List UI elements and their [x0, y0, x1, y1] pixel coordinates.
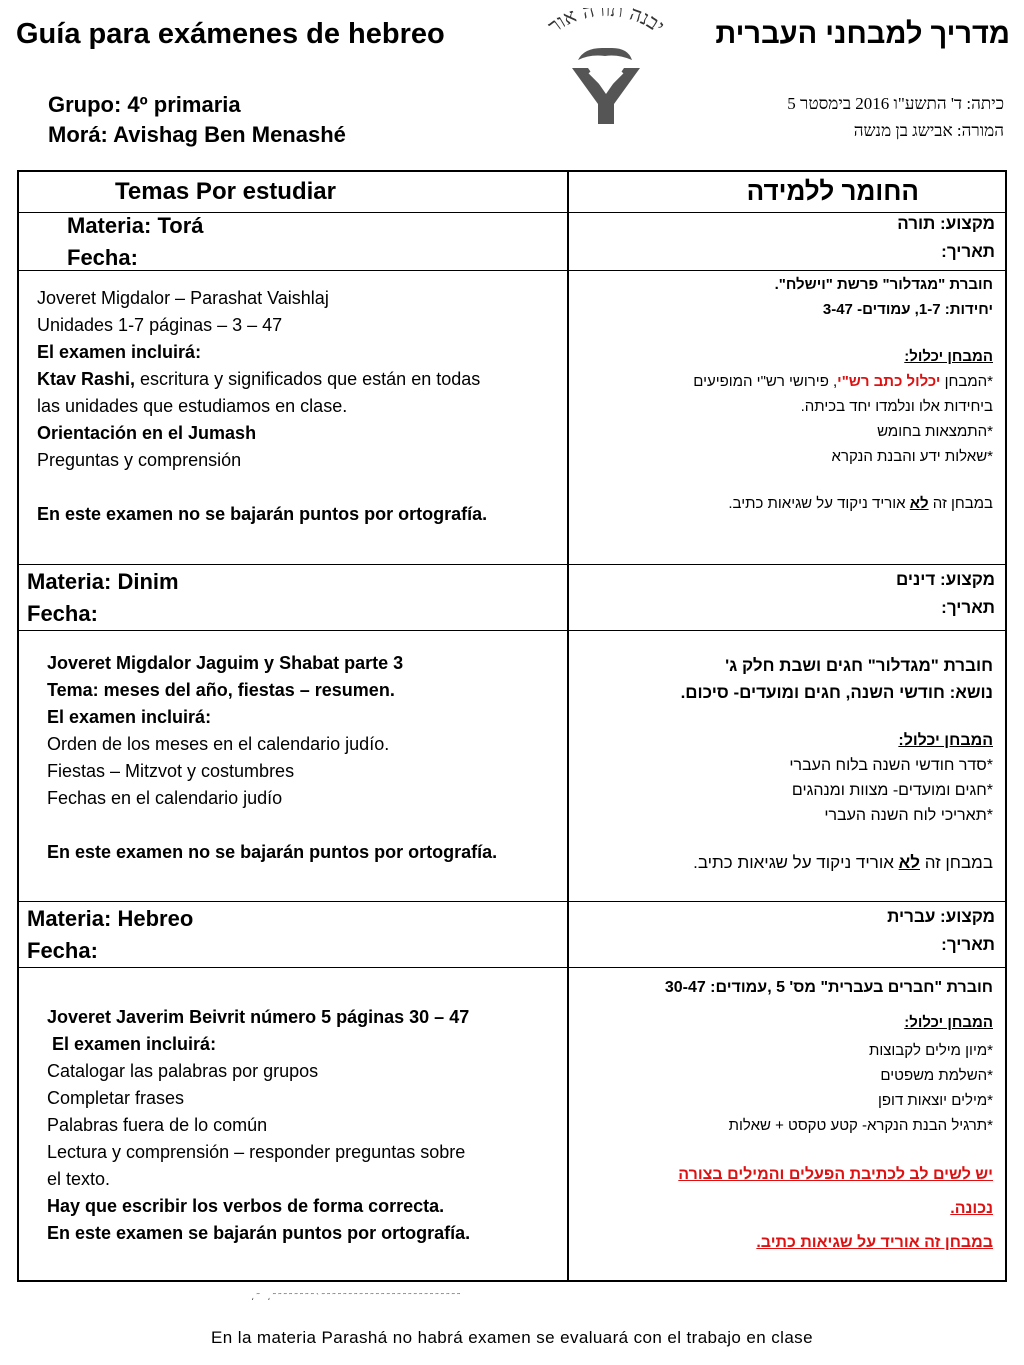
date-label: Fecha:	[27, 601, 98, 626]
content-line: Tema: meses del año, fiestas – resumen.	[47, 680, 395, 700]
content-line: las unidades que estudiamos en clase.	[37, 396, 348, 416]
date-label: Fecha:	[27, 938, 98, 963]
content-line: En este examen no se bajarán puntos por ortografía.	[37, 504, 488, 524]
content-line-he: *תאריכי לוח השנה העברי	[824, 807, 993, 824]
content-line-he: *המבחן יכלול כתב רש"י, פירושי רש"י המופיעים	[693, 373, 993, 390]
content-line: Catalogar las palabras por grupos	[47, 1061, 319, 1081]
logo-text: יבנה תורה אור	[542, 8, 670, 38]
subject-label: Materia: Torá	[67, 213, 204, 238]
class-label-he: כיתה: ד' התשע"ו 2016 בימסטר 5	[787, 94, 1004, 113]
content-line: En este examen se bajarán puntos por ortografía.	[47, 1223, 471, 1243]
spacer	[569, 706, 993, 728]
content-line-he: *התמצאות בחומש	[877, 423, 993, 440]
content-line-he: חוברת "חברים בעברית" מס' 5 ,עמודים: 30-47	[664, 979, 993, 996]
spacer	[569, 828, 993, 850]
group-label: Grupo: 4º primaria	[48, 92, 241, 117]
content-line: Completar frases	[47, 1088, 185, 1108]
subject-label-he: מקצוע: תורה	[897, 214, 995, 233]
content-line-he: במבחן זה לא אוריד ניקוד על שגיאות כתיב.	[693, 853, 993, 872]
subject-cell-dinim-es	[19, 566, 567, 630]
content-line: Orientación en el Jumash	[37, 423, 257, 443]
subject-label-he: מקצוע: עברית	[887, 907, 995, 926]
subject-label: Materia: Dinim	[27, 569, 179, 594]
content-line-he: המבחן יכלול:	[898, 732, 993, 749]
content-dinim-es	[19, 650, 567, 866]
content-line-he: חוברת "מגדלור" פרשת "וישלח".	[774, 276, 993, 293]
content-line-he: *השלמת משפטים	[880, 1067, 993, 1084]
content-dinim-he	[569, 652, 1005, 875]
content-line-he: *תרגיל הבנת הנקרא- קטע טקסט + שאלות	[728, 1117, 993, 1134]
content-line: El examen incluirá:	[37, 342, 202, 362]
date-label-he: תאריך:	[941, 935, 995, 954]
content-line: El examen incluirá:	[47, 707, 212, 727]
content-line: Orden de los meses en el calendario judío.	[47, 734, 390, 754]
content-line-he: חוברת "מגדלור" חגים ושבת חלק ג'	[725, 656, 993, 675]
content-hebreo-he	[569, 974, 1005, 1260]
content-line: Preguntas y comprensión	[37, 450, 242, 470]
content-line-he: נכונה.	[950, 1200, 993, 1217]
content-line-he: במבחן זה אוריד על שגיאות כתיב.	[756, 1234, 993, 1251]
subject-cell-torah-he	[569, 210, 1005, 266]
date-label-he: תאריך:	[941, 598, 995, 617]
content-line-he: נושא: חודשי השנה, חגים ומועדים- סיכום.	[680, 683, 993, 702]
header-info-es	[48, 90, 346, 150]
subject-label-he: מקצוע: דינים	[895, 570, 995, 589]
content-line: Hay que escribir los verbos de forma correcta.	[47, 1196, 445, 1216]
teacher-label: Morá: Avishag Ben Menashé	[48, 122, 346, 147]
school-logo	[520, 8, 690, 128]
content-line-he: המבחן יכלול:	[904, 1014, 993, 1031]
subject-cell-hebreo-he	[569, 903, 1005, 959]
content-line-he: *סדר חודשי השנה בלוח העברי	[789, 757, 993, 774]
spacer	[47, 812, 567, 839]
subject-label: Materia: Hebreo	[27, 906, 194, 931]
column-header-es: Temas Por estudiar	[115, 178, 336, 205]
page-title-es: Guía para exámenes de hebreo	[16, 18, 445, 50]
content-line: Fiestas – Mitzvot y costumbres	[47, 761, 295, 781]
content-line: El examen incluirá:	[47, 1034, 217, 1054]
study-table	[17, 170, 1007, 1282]
header-info-he	[787, 90, 1004, 144]
content-torah-he	[569, 272, 1005, 516]
content-line-he: ביחידות אלו ונלמדו יחד בכיתה.	[800, 398, 993, 415]
content-line: Ktav Rashi, escritura y significados que están en todas	[37, 369, 481, 389]
svg-text:יבנה תורה אור	[543, 8, 670, 38]
spacer	[569, 322, 993, 344]
footnote-noise: ، ̃ ، ̃ ̃ ̃ ̃ ̃ ̃ ̃ ̃ ̀ ̃ ̃ ̃ ̃ ̃ ̃ ̃ ̃ ̃ ̃ ̃ ̃ ̃ ̃ ̃ ̃ ̃ ̃ ̃ ̃ ̃ ̃ ̃ ̃ ̃ ̃	[250, 1293, 462, 1303]
content-line: Joveret Javerim Beivrit número 5 páginas 30 – 47	[47, 1007, 470, 1027]
subject-cell-dinim-he	[569, 566, 1005, 622]
row-divider	[19, 564, 1005, 565]
date-label-he: תאריך:	[941, 242, 995, 261]
content-line-he: יחידות: 1-7, עמודים- 3-47	[822, 301, 993, 318]
content-line: Joveret Migdalor – Parashat Vaishlaj	[37, 288, 329, 308]
spacer	[569, 469, 993, 491]
content-hebreo-es	[19, 1004, 567, 1247]
content-line-he: המבחן יכלול:	[904, 348, 993, 365]
content-line-he: *שאלות ידע והבנת הנקרא	[831, 448, 993, 465]
subject-cell-torah-es	[19, 210, 567, 274]
row-divider	[19, 967, 1005, 968]
page-title-he: מדריך למבחני העברית	[715, 18, 1010, 50]
content-line-he: *מיון מילים לקבוצות	[868, 1042, 993, 1059]
content-line: En este examen no se bajarán puntos por ortografía.	[47, 842, 498, 862]
column-header-he: החומר ללמידה	[746, 176, 919, 206]
content-line: Fechas en el calendario judío	[47, 788, 283, 808]
content-line: el texto.	[47, 1169, 111, 1189]
date-label: Fecha:	[67, 245, 138, 270]
subject-cell-hebreo-es	[19, 903, 567, 967]
footer-note: En la materia Parashá no habrá examen se evaluará con el trabajo en clase	[211, 1328, 813, 1347]
content-torah-es	[19, 285, 567, 528]
content-line-he: יש לשים לב לכתיבת הפעלים והמילים בצורה	[678, 1166, 993, 1183]
content-line: Lectura y comprensión – responder preguntas sobre	[47, 1142, 466, 1162]
content-line-he: *חגים ומועדים- מצוות ומנהגים	[791, 782, 993, 799]
content-line: Palabras fuera de lo común	[47, 1115, 268, 1135]
content-line: Unidades 1-7 páginas – 3 – 47	[37, 315, 283, 335]
content-line-he: *מילים יוצאות דופן	[878, 1092, 993, 1109]
content-line-he: במבחן זה לא אוריד ניקוד על שגיאות כתיב.	[728, 495, 993, 512]
spacer	[37, 474, 567, 501]
teacher-label-he: המורה: אבישג בן מנשה	[853, 121, 1004, 140]
row-divider	[19, 901, 1005, 902]
content-line: Joveret Migdalor Jaguim y Shabat parte 3	[47, 653, 404, 673]
row-divider	[19, 630, 1005, 631]
